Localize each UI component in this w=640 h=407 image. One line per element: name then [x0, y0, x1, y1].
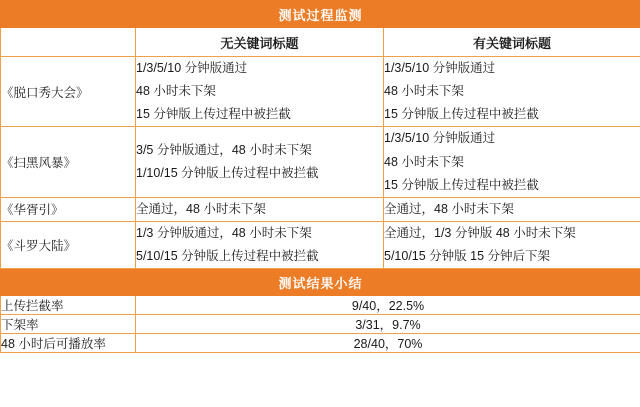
row-label: 《斗罗大陆》: [1, 221, 136, 268]
cell-line: 全通过，48 小时未下架: [136, 201, 266, 216]
cell-line: 1/3/5/10 分钟版通过: [384, 61, 496, 75]
row-label-header: [1, 28, 136, 57]
summary-row: [1, 334, 640, 353]
cell-line: 3/5 分钟版通过，48 小时未下架: [136, 142, 312, 157]
summary-row: [1, 315, 640, 334]
cell-line: 5/10/15 分钟版上传过程中被拦截: [136, 249, 319, 263]
cell-line: 1/3/5/10 分钟版通过: [136, 61, 248, 75]
summary-label: 下架率: [1, 315, 136, 334]
cell-line: 48 小时未下架: [136, 84, 216, 99]
cell-no-keyword: [136, 127, 384, 197]
cell-line: 5/10/15 分钟版 15 分钟后下架: [384, 249, 551, 263]
column-header-no-keyword: 无关键词标题: [136, 28, 384, 57]
column-header-with-keyword: 有关键词标题: [384, 28, 640, 57]
row-label: 《脱口秀大会》: [1, 57, 136, 127]
cell-no-keyword: [136, 57, 384, 127]
cell-line: 15 分钟版上传过程中被拦截: [136, 107, 291, 122]
cell-no-keyword: [136, 221, 384, 268]
summary-value: 9/40，22.5%: [136, 296, 640, 315]
title-banner: 测试过程监测: [1, 1, 640, 28]
row-label: 《扫黑风暴》: [1, 127, 136, 197]
cell-line: 48 小时未下架: [384, 84, 464, 99]
summary-value: 3/31，9.7%: [136, 315, 640, 334]
summary-row: [1, 296, 640, 315]
cell-with-keyword: [384, 197, 640, 221]
cell-line: 1/3 分钟版通过，48 小时未下架: [136, 225, 312, 240]
table-row: [1, 127, 640, 197]
cell-with-keyword: [384, 221, 640, 268]
summary-banner-row: [1, 269, 640, 296]
cell-line: 15 分钟版上传过程中被拦截: [384, 107, 539, 122]
cell-line: 48 小时未下架: [384, 154, 464, 169]
cell-line: 全通过，1/3 分钟版 48 小时未下架: [384, 225, 576, 240]
table-row: [1, 57, 640, 127]
row-label: 《华胥引》: [1, 197, 136, 221]
cell-with-keyword: [384, 57, 640, 127]
cell-with-keyword: [384, 127, 640, 197]
cell-line: 全通过，48 小时未下架: [384, 201, 514, 216]
cell-line: 15 分钟版上传过程中被拦截: [384, 177, 539, 192]
cell-line: 1/3/5/10 分钟版通过: [384, 131, 496, 146]
title-banner-row: [1, 1, 640, 28]
cell-no-keyword: [136, 197, 384, 221]
summary-banner: 测试结果小结: [1, 269, 640, 296]
summary-label: 上传拦截率: [1, 296, 136, 315]
table-row: [1, 221, 640, 268]
column-header-row: [1, 28, 640, 57]
table-row: [1, 197, 640, 221]
summary-value: 28/40，70%: [136, 334, 640, 353]
cell-line: 1/10/15 分钟版上传过程中被拦截: [136, 166, 319, 181]
summary-label: 48 小时后可播放率: [1, 334, 136, 353]
